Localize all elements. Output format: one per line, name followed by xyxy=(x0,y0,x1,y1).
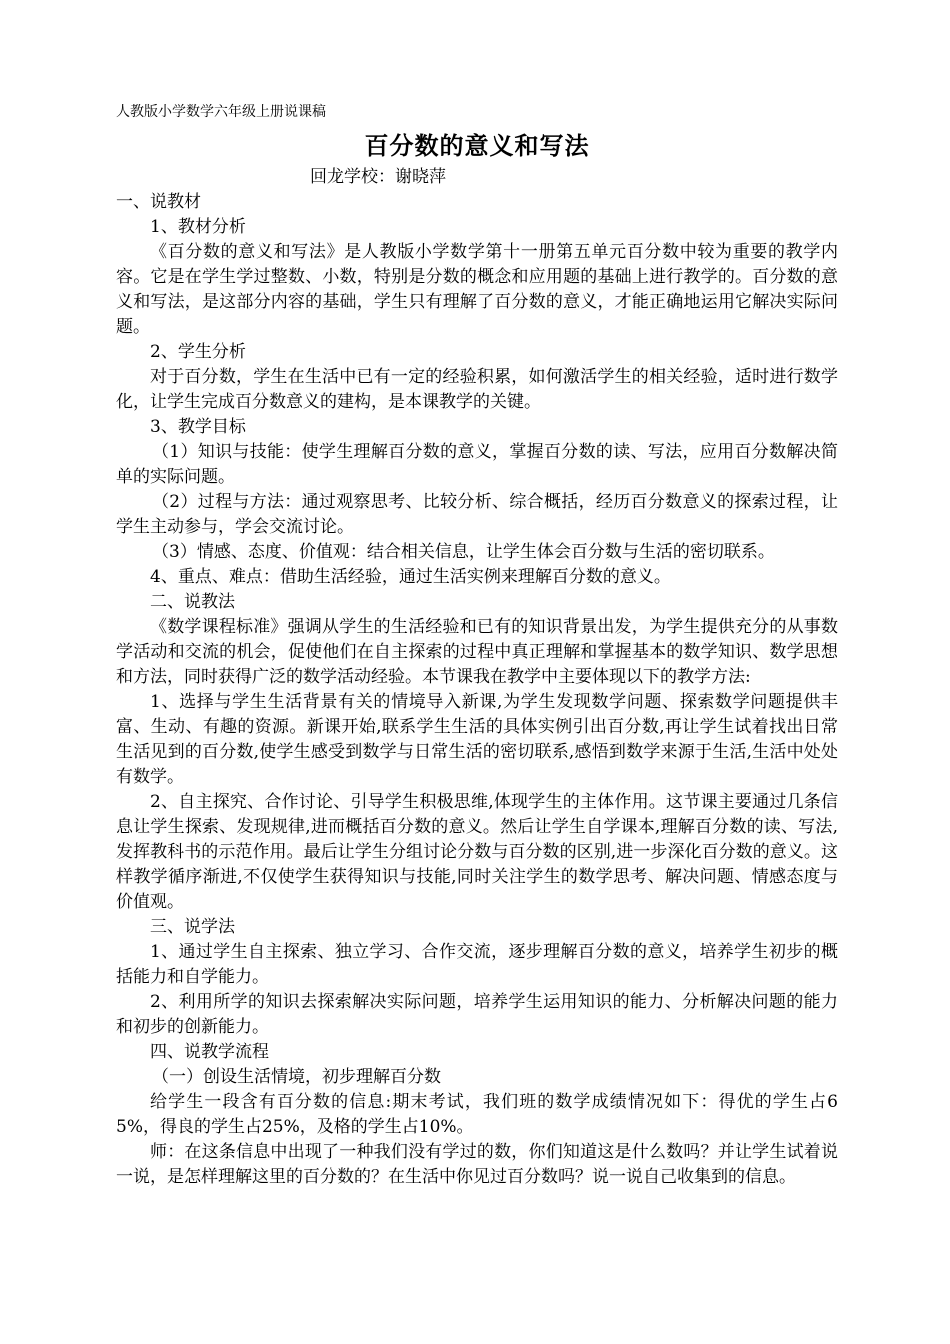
paragraph: 给学生一段含有百分数的信息:期末考试，我们班的数学成绩情况如下：得优的学生占65%，得良的学生占25%，及格的学生占10%。 xyxy=(116,1092,838,1137)
paragraph: （1）知识与技能：使学生理解百分数的意义，掌握百分数的读、写法，应用百分数解决简单的实际问题。 xyxy=(116,442,838,487)
subheading-life-situation: （一）创设生活情境，初步理解百分数 xyxy=(152,1067,441,1087)
paragraph: （3）情感、态度、价值观：结合相关信息，让学生体会百分数与生活的密切联系。 xyxy=(152,542,775,562)
paragraph: 对于百分数，学生在生活中已有一定的经验积累，如何激活学生的相关经验，适时进行数学化，让学生完成百分数意义的建构，是本课教学的关键。 xyxy=(116,367,838,412)
subheading-material-analysis: 1、教材分析 xyxy=(150,217,246,237)
paragraph: 《数学课程标准》强调从学生的生活经验和已有的知识背景出发，为学生提供充分的从事数学活动和交流的机会，促使他们在自主探索的过程中真正理解和掌握基本的数学知识、数学思想和方法，同时获得广泛的数学活动经验。本节课我在教学中主要体现以下的教学方法: xyxy=(116,617,838,687)
document-title: 百分数的意义和写法 xyxy=(364,131,590,160)
document-page xyxy=(116,100,838,1190)
paragraph: 1、选择与学生生活背景有关的情境导入新课,为学生发现数学问题、探索数学问题提供丰富、生动、有趣的资源。新课开始,联系学生生活的具体实例引出百分数,再让学生试着找出日常生活见到的百分数,使学生感受到数学与日常生活的密切联系,感悟到数学来源于生活,生活中处处有数学。 xyxy=(116,692,838,787)
section-heading-2: 二、说教法 xyxy=(150,592,235,612)
paragraph: （2）过程与方法：通过观察思考、比较分析、综合概括，经历百分数意义的探索过程，让学生主动参与，学会交流讨论。 xyxy=(116,492,838,537)
author-line: 回龙学校：谢晓萍 xyxy=(310,167,446,187)
header-note: 人教版小学数学六年级上册说课稿 xyxy=(116,104,326,120)
section-heading-3: 三、说学法 xyxy=(150,917,235,937)
paragraph: 《百分数的意义和写法》是人教版小学数学第十一册第五单元百分数中较为重要的教学内容。它是在学生学过整数、小数，特别是分数的概念和应用题的基础上进行教学的。百分数的意义和写法，是这部分内容的基础，学生只有理解了百分数的意义，才能正确地运用它解决实际问题。 xyxy=(116,242,838,337)
paragraph: 2、利用所学的知识去探索解决实际问题，培养学生运用知识的能力、分析解决问题的能力和初步的创新能力。 xyxy=(116,992,838,1037)
section-heading-1: 一、说教材 xyxy=(116,192,201,212)
paragraph: 1、通过学生自主探索、独立学习、合作交流，逐步理解百分数的意义，培养学生初步的概括能力和自学能力。 xyxy=(116,942,838,987)
subheading-teaching-goals: 3、教学目标 xyxy=(150,417,246,437)
section-heading-4: 四、说教学流程 xyxy=(150,1042,269,1062)
paragraph: 师：在这条信息中出现了一种我们没有学过的数，你们知道这是什么数吗？并让学生试着说一说，是怎样理解这里的百分数的？在生活中你见过百分数吗？说一说自己收集到的信息。 xyxy=(116,1142,838,1187)
subheading-key-points: 4、重点、难点：借助生活经验，通过生活实例来理解百分数的意义。 xyxy=(150,567,671,587)
subheading-student-analysis: 2、学生分析 xyxy=(150,342,246,362)
paragraph: 2、自主探究、合作讨论、引导学生积极思维,体现学生的主体作用。这节课主要通过几条信息让学生探索、发现规律,进而概括百分数的意义。然后让学生自学课本,理解百分数的读、写法,发挥教科书的示范作用。最后让学生分组讨论分数与百分数的区别,进一步深化百分数的意义。这样教学循序渐进,不仅使学生获得知识与技能,同时关注学生的数学思考、解决问题、情感态度与价值观。 xyxy=(116,792,838,912)
